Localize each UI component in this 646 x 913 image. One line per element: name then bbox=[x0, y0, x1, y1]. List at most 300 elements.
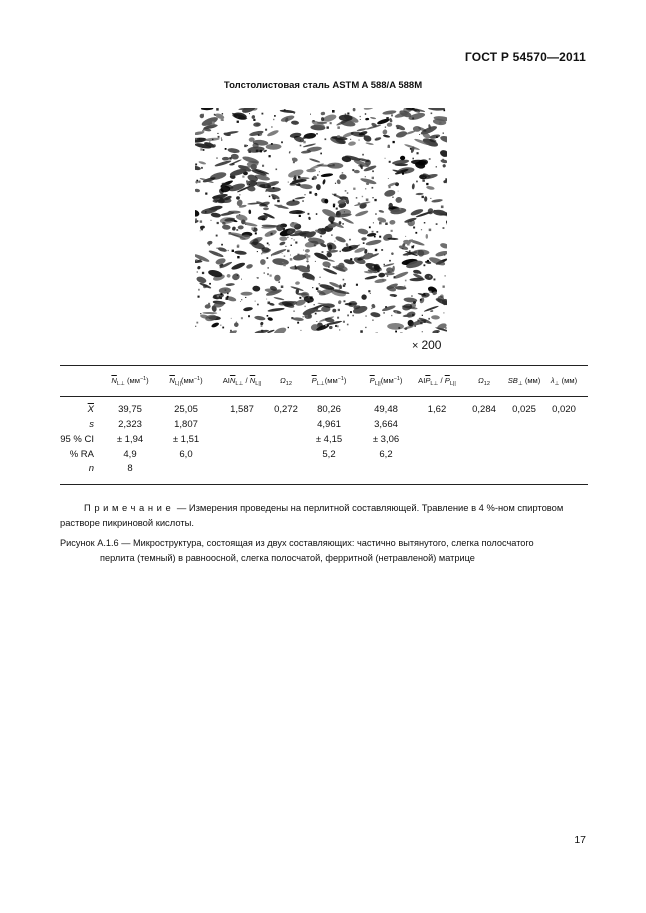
grain-speck bbox=[290, 258, 293, 261]
grain-speck bbox=[400, 333, 403, 334]
grain-speck bbox=[205, 211, 206, 212]
grain-speck bbox=[314, 304, 315, 305]
pearlite-grain bbox=[442, 164, 446, 168]
grain-speck bbox=[429, 276, 431, 278]
pearlite-grain bbox=[382, 129, 388, 136]
grain-speck bbox=[195, 164, 197, 166]
grain-speck bbox=[220, 297, 223, 300]
pearlite-grain bbox=[335, 235, 347, 243]
grain-speck bbox=[315, 261, 316, 262]
grain-speck bbox=[429, 229, 432, 232]
pearlite-grain bbox=[246, 263, 254, 269]
grain-speck bbox=[385, 306, 387, 308]
pearlite-grain bbox=[238, 225, 244, 229]
grain-speck bbox=[376, 138, 377, 139]
grain-speck bbox=[222, 263, 223, 264]
pearlite-grain bbox=[361, 237, 367, 241]
col-header-lambda: $\lambda_\perp$ (мм) bbox=[550, 376, 578, 387]
grain-speck bbox=[295, 267, 297, 269]
grain-speck bbox=[365, 176, 366, 177]
grain-speck bbox=[248, 315, 250, 317]
grain-speck bbox=[352, 169, 354, 171]
grain-speck bbox=[268, 302, 271, 305]
grain-speck bbox=[325, 138, 327, 140]
grain-speck bbox=[436, 136, 438, 138]
micrograph-image bbox=[195, 108, 447, 333]
grain-speck bbox=[372, 320, 373, 321]
grain-speck bbox=[294, 239, 295, 240]
pearlite-grain bbox=[234, 250, 247, 255]
grain-speck bbox=[419, 272, 421, 274]
grain-speck bbox=[395, 311, 397, 313]
grain-speck bbox=[307, 258, 309, 260]
grain-speck bbox=[298, 176, 301, 179]
grain-speck bbox=[392, 197, 394, 199]
grain-speck bbox=[258, 134, 260, 136]
grain-speck bbox=[409, 250, 411, 252]
grain-speck bbox=[335, 183, 336, 184]
grain-speck bbox=[210, 220, 211, 221]
pearlite-grain bbox=[430, 310, 433, 312]
cell-sd-nl-par: 1,807 bbox=[174, 419, 198, 430]
grain-speck bbox=[420, 299, 422, 301]
grain-speck bbox=[423, 293, 425, 295]
grain-speck bbox=[201, 167, 203, 169]
grain-speck bbox=[391, 114, 393, 116]
grain-speck bbox=[320, 240, 321, 241]
grain-speck bbox=[277, 200, 280, 203]
grain-speck bbox=[375, 213, 377, 215]
grain-speck bbox=[249, 184, 250, 185]
grain-speck bbox=[222, 327, 224, 329]
grain-speck bbox=[405, 172, 406, 173]
grain-speck bbox=[443, 227, 445, 229]
grain-speck bbox=[265, 191, 266, 192]
grain-speck bbox=[406, 262, 408, 264]
grain-speck bbox=[237, 121, 239, 123]
grain-speck bbox=[236, 229, 238, 231]
grain-speck bbox=[237, 256, 239, 258]
grain-speck bbox=[383, 312, 384, 313]
pearlite-grain bbox=[364, 108, 374, 110]
grain-speck bbox=[349, 303, 351, 305]
grain-speck bbox=[342, 223, 343, 224]
grain-speck bbox=[412, 118, 414, 120]
grain-speck bbox=[407, 243, 410, 246]
grain-speck bbox=[312, 287, 313, 288]
grain-speck bbox=[308, 301, 310, 303]
pearlite-grain bbox=[391, 252, 394, 255]
pearlite-grain bbox=[247, 202, 259, 205]
pearlite-grain bbox=[270, 248, 287, 257]
pearlite-grain bbox=[387, 122, 393, 127]
grain-speck bbox=[416, 181, 418, 183]
grain-speck bbox=[195, 138, 197, 140]
grain-speck bbox=[350, 139, 351, 140]
grain-speck bbox=[316, 288, 319, 291]
grain-speck bbox=[246, 180, 248, 182]
grain-speck bbox=[290, 231, 292, 233]
grain-speck bbox=[237, 275, 238, 276]
grain-speck bbox=[212, 122, 214, 124]
grain-speck bbox=[360, 330, 363, 333]
grain-speck bbox=[375, 139, 377, 141]
grain-speck bbox=[429, 158, 431, 160]
grain-speck bbox=[443, 286, 445, 288]
pearlite-grain bbox=[211, 322, 220, 329]
grain-speck bbox=[294, 311, 295, 312]
grain-speck bbox=[314, 244, 316, 246]
pearlite-grain bbox=[306, 260, 309, 262]
grain-speck bbox=[310, 114, 311, 115]
grain-speck bbox=[445, 275, 446, 276]
grain-speck bbox=[412, 314, 414, 316]
grain-speck bbox=[290, 204, 291, 205]
pearlite-grain bbox=[424, 196, 427, 202]
pearlite-grain bbox=[393, 309, 402, 314]
pearlite-grain bbox=[201, 108, 213, 110]
grain-speck bbox=[347, 113, 349, 115]
grain-speck bbox=[309, 150, 310, 151]
grain-speck bbox=[202, 272, 204, 274]
table-bottom-rule bbox=[60, 484, 588, 485]
grain-speck bbox=[413, 227, 415, 229]
grain-speck bbox=[375, 249, 377, 251]
grain-speck bbox=[291, 238, 292, 239]
grain-speck bbox=[271, 126, 272, 127]
grain-speck bbox=[216, 108, 219, 111]
grain-speck bbox=[363, 248, 365, 250]
pearlite-grain bbox=[306, 169, 316, 173]
grain-speck bbox=[247, 145, 248, 146]
grain-speck bbox=[270, 275, 272, 277]
pearlite-grain bbox=[389, 220, 395, 225]
grain-speck bbox=[379, 236, 381, 238]
pearlite-grain bbox=[429, 134, 441, 140]
col-header-omega-1: $\Omega_{12}$ bbox=[279, 376, 293, 387]
grain-speck bbox=[308, 296, 309, 297]
grain-speck bbox=[225, 289, 227, 291]
grain-speck bbox=[333, 164, 335, 166]
grain-speck bbox=[347, 315, 349, 317]
grain-speck bbox=[365, 327, 366, 328]
grain-speck bbox=[221, 244, 223, 246]
pearlite-grain bbox=[222, 224, 231, 230]
grain-speck bbox=[405, 236, 406, 237]
grain-speck bbox=[265, 185, 267, 187]
grain-speck bbox=[387, 275, 389, 277]
grain-speck bbox=[245, 297, 246, 298]
pearlite-grain bbox=[412, 183, 415, 189]
grain-speck bbox=[420, 322, 422, 324]
pearlite-grain bbox=[439, 135, 447, 144]
grain-speck bbox=[283, 228, 285, 230]
grain-speck bbox=[293, 178, 295, 180]
grain-speck bbox=[320, 277, 321, 278]
note-label: Примечание bbox=[84, 502, 175, 513]
pearlite-grain bbox=[435, 250, 447, 258]
grain-speck bbox=[352, 315, 354, 317]
pearlite-grain bbox=[279, 236, 287, 241]
pearlite-grain bbox=[309, 158, 321, 163]
page-number: 17 bbox=[574, 834, 586, 846]
pearlite-grain bbox=[424, 273, 433, 280]
cell-ra-pl-perp: 5,2 bbox=[322, 449, 336, 460]
pearlite-grain bbox=[413, 126, 421, 132]
grain-speck bbox=[287, 237, 288, 238]
pearlite-grain bbox=[321, 173, 334, 178]
grain-speck bbox=[445, 327, 447, 329]
grain-speck bbox=[372, 170, 374, 172]
pearlite-grain bbox=[204, 137, 220, 141]
grain-speck bbox=[422, 315, 423, 316]
pearlite-grain bbox=[267, 307, 284, 312]
pearlite-grain bbox=[365, 118, 369, 121]
grain-speck bbox=[227, 296, 229, 298]
pearlite-grain bbox=[383, 134, 391, 138]
pearlite-grain bbox=[382, 233, 393, 242]
note-text: — Измерения проведены на перлитной составляющей. Травление в 4 %-ном спиртовом bbox=[174, 502, 564, 513]
pearlite-grain bbox=[205, 314, 218, 322]
figure-title: Толстолистовая сталь ASTM A 588/A 588M bbox=[223, 80, 423, 91]
pearlite-grain bbox=[217, 246, 227, 252]
pearlite-grain bbox=[231, 272, 240, 281]
grain-speck bbox=[430, 291, 432, 293]
grain-speck bbox=[412, 158, 414, 160]
grain-speck bbox=[384, 264, 386, 266]
grain-speck bbox=[299, 215, 301, 217]
grain-speck bbox=[367, 267, 368, 268]
pearlite-grain bbox=[225, 283, 234, 287]
grain-speck bbox=[308, 255, 310, 257]
pearlite-grain bbox=[263, 207, 269, 210]
grain-speck bbox=[197, 180, 199, 182]
grain-speck bbox=[267, 267, 269, 269]
grain-speck bbox=[345, 190, 347, 192]
pearlite-grain bbox=[248, 210, 251, 215]
row-label-n: n bbox=[88, 463, 94, 474]
grain-speck bbox=[374, 199, 376, 201]
pearlite-grain bbox=[431, 315, 440, 320]
grain-speck bbox=[320, 236, 322, 238]
grain-speck bbox=[222, 113, 223, 114]
grain-speck bbox=[349, 239, 351, 241]
pearlite-grain bbox=[377, 216, 387, 223]
grain-speck bbox=[334, 194, 336, 196]
pearlite-grain bbox=[260, 259, 266, 265]
pearlite-grain bbox=[382, 110, 396, 116]
grain-speck bbox=[358, 139, 359, 140]
grain-speck bbox=[272, 196, 273, 197]
grain-speck bbox=[415, 232, 417, 234]
grain-speck bbox=[419, 134, 420, 135]
grain-speck bbox=[287, 250, 289, 252]
pearlite-grain bbox=[428, 108, 445, 111]
grain-speck bbox=[411, 295, 413, 297]
grain-speck bbox=[360, 116, 361, 117]
grain-speck bbox=[327, 126, 329, 128]
grain-speck bbox=[271, 255, 272, 256]
grain-speck bbox=[337, 135, 340, 138]
grain-speck bbox=[226, 297, 229, 300]
grain-speck bbox=[209, 141, 210, 142]
grain-speck bbox=[257, 251, 258, 252]
pearlite-grain bbox=[242, 221, 257, 227]
grain-speck bbox=[356, 284, 358, 286]
grain-speck bbox=[293, 199, 295, 201]
grain-speck bbox=[397, 127, 399, 129]
pearlite-grain bbox=[338, 300, 342, 305]
grain-speck bbox=[347, 192, 349, 194]
cell-mean-sb: 0,025 bbox=[512, 404, 536, 415]
pearlite-grain bbox=[355, 210, 369, 218]
grain-speck bbox=[422, 179, 425, 182]
grain-speck bbox=[443, 133, 444, 134]
grain-speck bbox=[372, 266, 374, 268]
grain-speck bbox=[236, 322, 237, 323]
grain-speck bbox=[195, 326, 196, 327]
grain-speck bbox=[428, 318, 430, 320]
grain-speck bbox=[273, 119, 274, 120]
grain-speck bbox=[230, 330, 232, 332]
grain-speck bbox=[328, 266, 329, 267]
grain-speck bbox=[391, 195, 392, 196]
micrograph bbox=[195, 108, 447, 333]
grain-speck bbox=[337, 126, 340, 128]
grain-speck bbox=[217, 133, 218, 134]
cell-ci-pl-perp: ± 4,15 bbox=[315, 434, 343, 445]
grain-speck bbox=[379, 222, 382, 225]
grain-speck bbox=[216, 126, 217, 127]
grain-speck bbox=[389, 186, 391, 188]
grain-speck bbox=[216, 248, 218, 250]
grain-speck bbox=[199, 260, 201, 262]
grain-speck bbox=[297, 254, 299, 256]
pearlite-grain bbox=[272, 258, 289, 266]
grain-speck bbox=[267, 243, 269, 245]
grain-speck bbox=[340, 251, 341, 252]
grain-speck bbox=[199, 138, 200, 139]
grain-speck bbox=[196, 259, 198, 261]
cell-mean-ai-p: 1,62 bbox=[427, 404, 447, 415]
grain-speck bbox=[261, 330, 263, 332]
pearlite-grain bbox=[322, 179, 326, 185]
grain-speck bbox=[360, 119, 361, 120]
grain-speck bbox=[345, 114, 347, 116]
grain-speck bbox=[331, 221, 334, 224]
grain-speck bbox=[389, 260, 391, 262]
grain-speck bbox=[320, 153, 322, 155]
grain-speck bbox=[437, 332, 438, 333]
magnification-value: 200 bbox=[421, 338, 442, 352]
grain-speck bbox=[209, 283, 211, 285]
grain-speck bbox=[302, 200, 304, 202]
grain-speck bbox=[269, 155, 271, 157]
row-label-ci: 95 % CI bbox=[60, 434, 94, 445]
grain-speck bbox=[347, 324, 349, 326]
grain-speck bbox=[350, 258, 352, 260]
cell-sd-pl-par: 3,664 bbox=[374, 419, 398, 430]
grain-speck bbox=[262, 165, 264, 167]
grain-speck bbox=[336, 208, 338, 210]
grain-speck bbox=[443, 312, 444, 313]
pearlite-grain bbox=[406, 310, 417, 318]
grain-speck bbox=[300, 140, 301, 141]
grain-speck bbox=[343, 199, 344, 200]
grain-speck bbox=[417, 152, 419, 154]
magnification-sign: × bbox=[412, 340, 419, 352]
grain-speck bbox=[305, 316, 307, 318]
grain-speck bbox=[436, 223, 438, 225]
grain-speck bbox=[422, 331, 423, 332]
grain-speck bbox=[414, 325, 416, 327]
pearlite-grain bbox=[370, 117, 376, 120]
grain-speck bbox=[393, 141, 395, 143]
grain-speck bbox=[391, 230, 393, 232]
grain-speck bbox=[244, 145, 247, 148]
grain-speck bbox=[295, 265, 296, 266]
pearlite-grain bbox=[210, 212, 221, 218]
grain-speck bbox=[411, 239, 413, 241]
grain-speck bbox=[409, 222, 410, 223]
grain-speck bbox=[421, 229, 422, 230]
pearlite-grain bbox=[241, 108, 256, 114]
grain-speck bbox=[389, 161, 391, 163]
grain-speck bbox=[234, 331, 236, 333]
grain-speck bbox=[291, 317, 293, 319]
grain-speck bbox=[304, 306, 305, 307]
pearlite-grain bbox=[198, 161, 206, 165]
grain-speck bbox=[200, 148, 202, 150]
grain-speck bbox=[381, 249, 383, 251]
pearlite-grain bbox=[365, 142, 374, 145]
grain-speck bbox=[412, 254, 413, 255]
grain-speck bbox=[356, 197, 358, 199]
grain-speck bbox=[303, 250, 304, 251]
grain-speck bbox=[288, 182, 289, 183]
grain-speck bbox=[295, 242, 297, 244]
pearlite-grain bbox=[348, 141, 356, 146]
grain-speck bbox=[220, 293, 222, 295]
pearlite-grain bbox=[214, 159, 232, 167]
grain-speck bbox=[205, 193, 207, 195]
grain-speck bbox=[261, 253, 263, 255]
grain-speck bbox=[249, 113, 250, 114]
pearlite-grain bbox=[384, 189, 396, 198]
grain-speck bbox=[441, 206, 444, 209]
cell-mean-nl-par: 25,05 bbox=[174, 404, 198, 415]
grain-speck bbox=[442, 159, 444, 161]
grain-speck bbox=[229, 157, 231, 159]
grain-speck bbox=[218, 254, 219, 255]
grain-speck bbox=[264, 272, 266, 274]
pearlite-grain bbox=[226, 274, 231, 279]
grain-speck bbox=[366, 199, 369, 202]
grain-speck bbox=[344, 283, 346, 285]
grain-speck bbox=[281, 286, 284, 289]
grain-speck bbox=[239, 214, 240, 215]
grain-speck bbox=[372, 231, 374, 233]
pearlite-grain bbox=[236, 196, 240, 200]
cell-ra-nl-perp: 4,9 bbox=[123, 449, 137, 460]
pearlite-grain bbox=[408, 112, 426, 122]
grain-speck bbox=[291, 245, 292, 246]
pearlite-grain bbox=[279, 241, 286, 246]
cell-mean-omega-1: 0,272 bbox=[274, 404, 298, 415]
grain-speck bbox=[438, 200, 439, 201]
row-label-mean: $\overline{X}$ bbox=[87, 404, 94, 415]
pearlite-grain bbox=[266, 144, 282, 150]
